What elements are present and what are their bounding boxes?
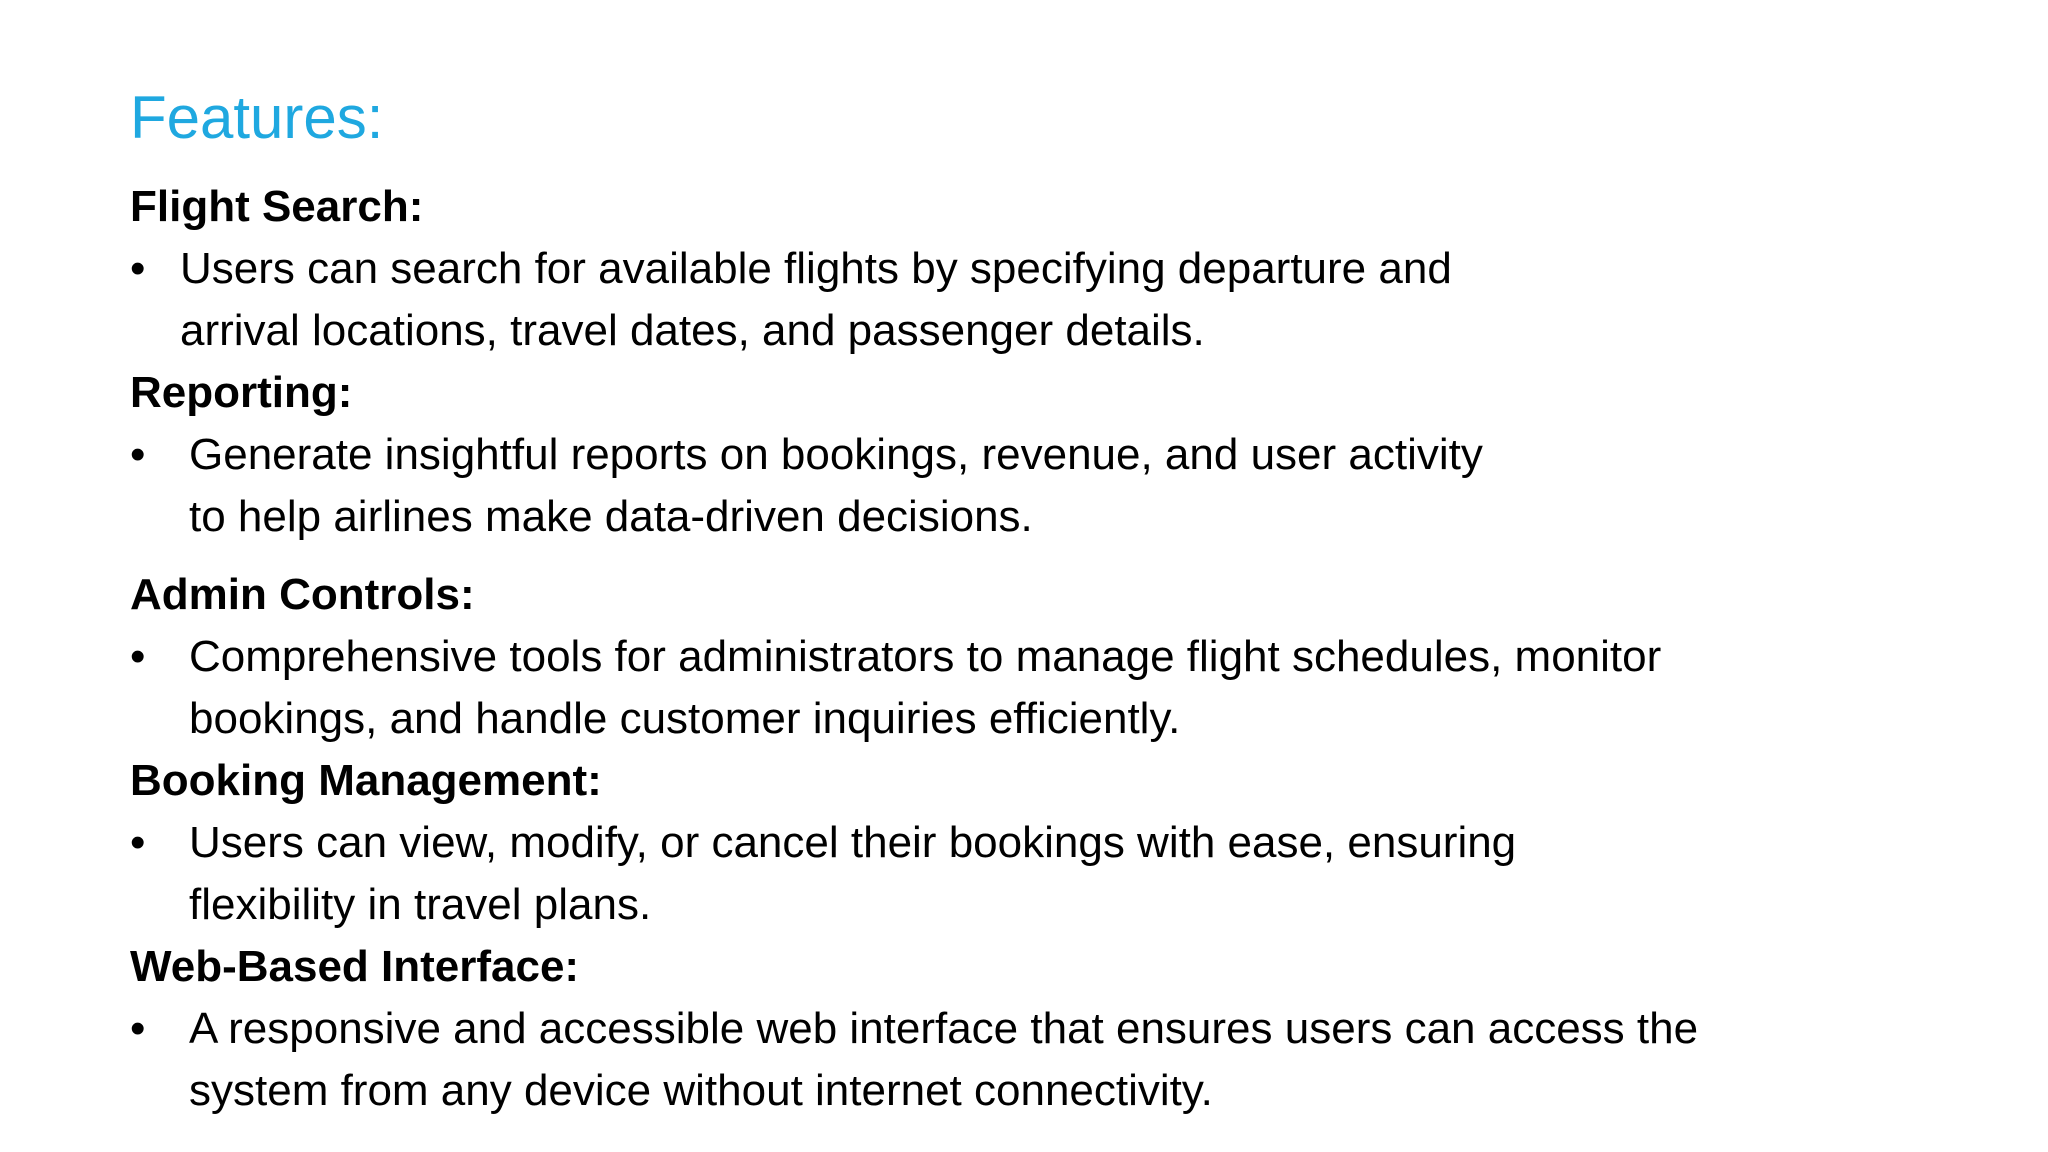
section-heading-admin-controls: Admin Controls: xyxy=(130,570,475,619)
section-heading-flight-search: Flight Search: xyxy=(130,182,424,231)
bullet-item xyxy=(130,998,1950,1122)
features-content xyxy=(130,176,1950,1122)
bullet-text xyxy=(189,424,1483,548)
bullet-line: Comprehensive tools for administrators to manage flight schedules, monitor xyxy=(189,632,1662,681)
bullet-line: arrival locations, travel dates, and passenger details. xyxy=(180,306,1205,355)
section-heading-web-based-interface: Web-Based Interface: xyxy=(130,942,580,991)
bullet-line: to help airlines make data-driven decisions. xyxy=(189,492,1033,541)
slide-title: Features: xyxy=(130,84,384,151)
bullet-dot-icon: • xyxy=(130,632,146,681)
section-heading-reporting: Reporting: xyxy=(130,368,353,417)
section-flight-search xyxy=(130,176,1950,362)
bullet-line: A responsive and accessible web interface that ensures users can access the xyxy=(189,1004,1699,1053)
bullet-item xyxy=(130,424,1950,548)
bullet-line: Generate insightful reports on bookings, revenue, and user activity xyxy=(189,430,1483,479)
bullet-line: Users can view, modify, or cancel their bookings with ease, ensuring xyxy=(189,818,1517,867)
section-reporting xyxy=(130,362,1950,548)
bullet-text xyxy=(180,238,1452,362)
bullet-dot-icon: • xyxy=(130,1004,146,1053)
section-admin-controls xyxy=(130,564,1950,750)
bullet-item xyxy=(130,238,1950,362)
bullet-text xyxy=(189,626,1661,750)
bullet-line: Users can search for available flights by specifying departure and xyxy=(180,244,1452,293)
section-booking-management xyxy=(130,750,1950,936)
bullet-line: flexibility in travel plans. xyxy=(189,880,652,929)
bullet-line: system from any device without internet connectivity. xyxy=(189,1066,1213,1115)
bullet-line: bookings, and handle customer inquiries efficiently. xyxy=(189,694,1181,743)
section-heading-booking-management: Booking Management: xyxy=(130,756,602,805)
bullet-dot-icon: • xyxy=(130,430,146,479)
bullet-text xyxy=(189,998,1698,1122)
bullet-dot-icon: • xyxy=(130,244,146,293)
bullet-dot-icon: • xyxy=(130,818,146,867)
bullet-text xyxy=(189,812,1516,936)
bullet-item xyxy=(130,812,1950,936)
bullet-item xyxy=(130,626,1950,750)
section-spacer xyxy=(130,548,1950,564)
section-web-based-interface xyxy=(130,936,1950,1122)
